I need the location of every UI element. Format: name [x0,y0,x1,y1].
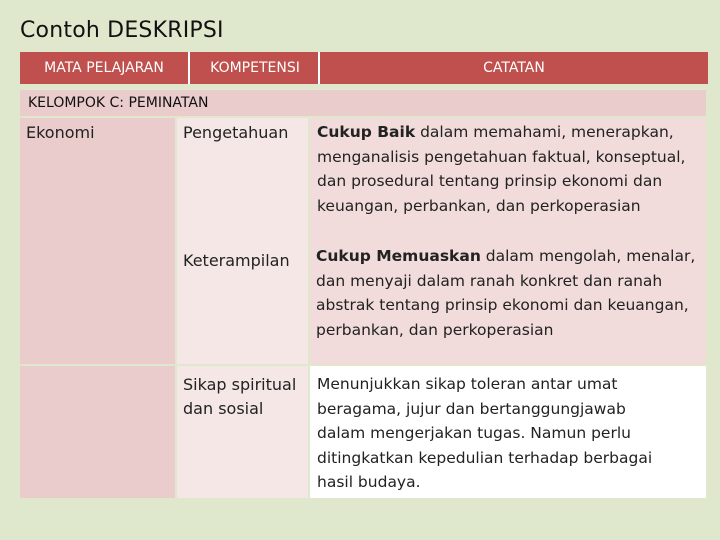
page-title: Contoh DESKRIPSI [20,18,224,43]
note-attitude-text: Menunjukkan sikap toleran antar umat beragama, jujur dan bertanggungjawab dalam mengerjakan tugas. Namun perlu ditingkatkan kepedulian terhadap berbagai hasil budaya. [317,375,653,492]
competency-attitude: Sikap spiritual dan sosial [183,375,297,418]
note-attitude [317,372,677,495]
notes-cell-1 [310,118,706,364]
note-skills-grade: Cukup Memuaskan [316,247,481,265]
header-notes [318,52,708,84]
header-competency-label: KOMPETENSI [210,60,300,76]
note-knowledge-grade: Cukup Baik [317,123,416,141]
group-band [20,90,706,116]
subject-name: Ekonomi [26,123,95,142]
note-knowledge-text: dalam memahami, menerapkan, menganalisis pengetahuan faktual, konseptual, dan prosedural tentang prinsip ekonomi dan keuangan, perbankan, dan perkoperasian [317,123,686,215]
note-knowledge [317,120,699,218]
note-skills-text: dalam mengolah, menalar, dan menyaji dalam ranah konkret dan ranah abstrak tentang prinsip ekonomi dan keuangan, perbankan, dan perkoperasian [316,247,696,339]
competency-skills: Keterampilan [183,251,290,270]
notes-cell-2 [310,366,706,498]
header-notes-label: CATATAN [483,60,545,76]
competency-cell-2 [177,366,308,498]
subject-cell-1 [20,118,175,364]
header-competency [188,52,320,84]
competency-cell-1 [177,118,308,364]
note-skills [316,244,700,342]
group-label: KELOMPOK C: PEMINATAN [28,95,209,111]
header-subject [20,52,188,84]
competency-knowledge: Pengetahuan [183,123,289,142]
header-subject-label: MATA PELAJARAN [44,60,164,76]
subject-cell-2 [20,366,175,498]
